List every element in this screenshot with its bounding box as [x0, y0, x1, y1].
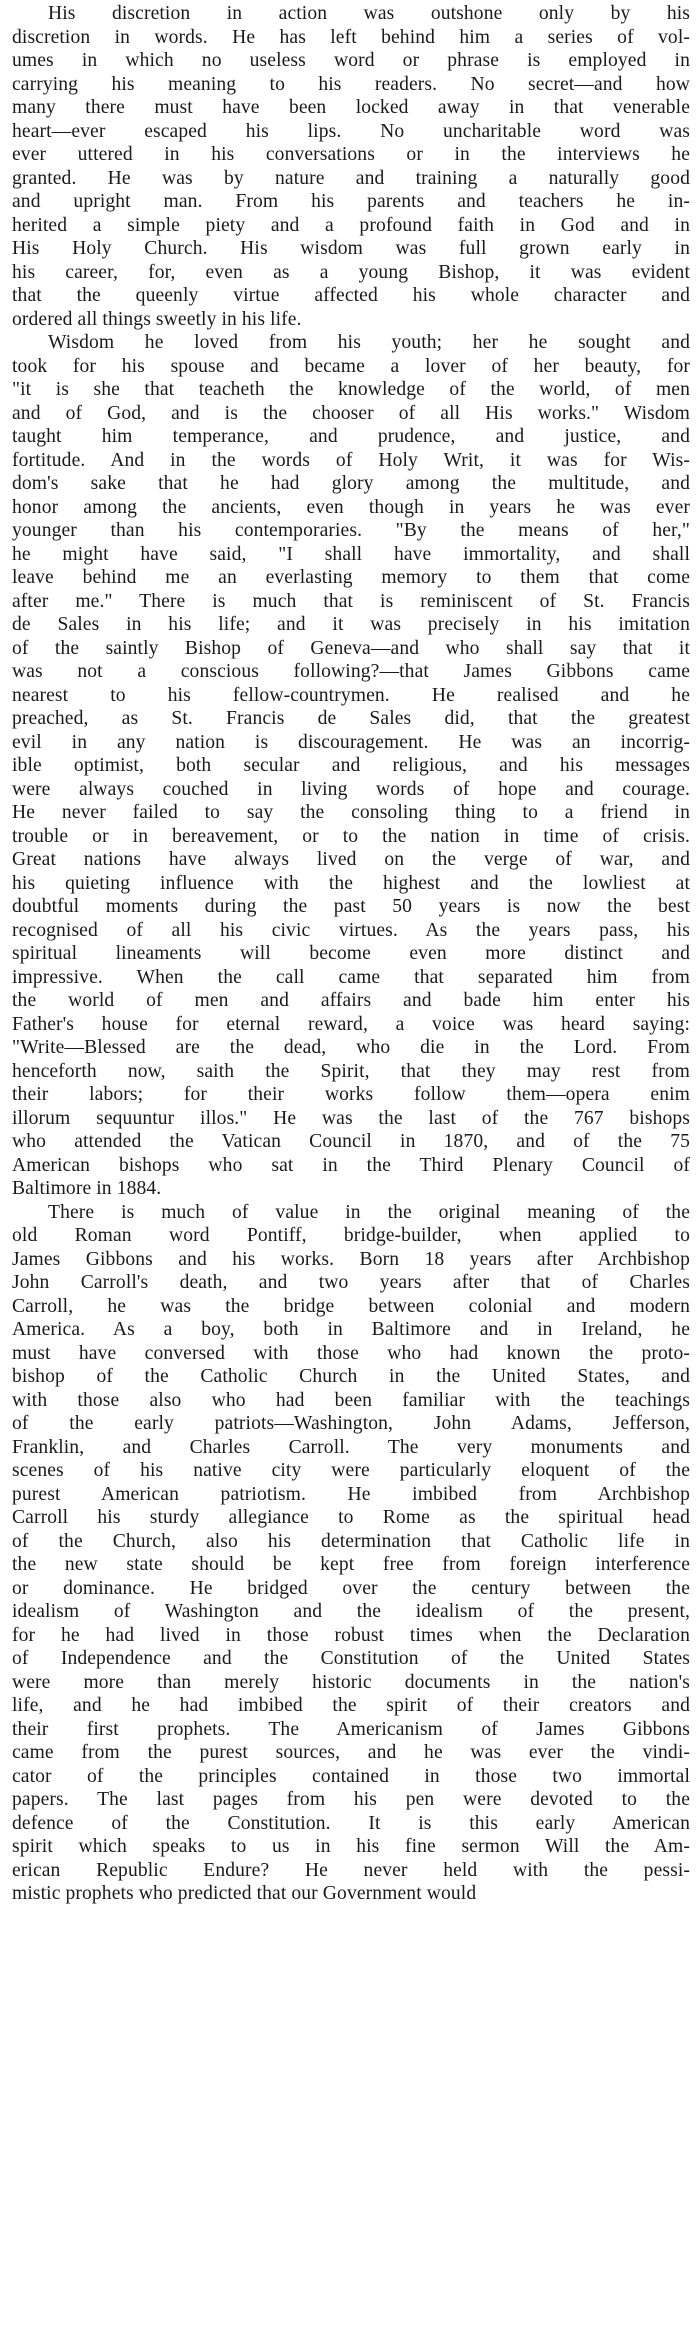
text-line: many there must have been locked away in that venerable	[12, 97, 690, 118]
text-line: or dominance. He bridged over the century between the	[12, 1577, 690, 1599]
text-line: was not a conscious following?—that James Gibbons came	[12, 661, 690, 682]
text-line: He never failed to say the consoling thing to a friend in	[12, 802, 690, 823]
text-line: his quieting influence with the highest and the lowliest at	[12, 872, 690, 894]
text-line: umes in which no useless word or phrase is employed in	[12, 50, 690, 71]
text-line: There is much of value in the original meaning of the	[48, 1201, 690, 1223]
text-line: papers. The last pages from his pen were devoted to the	[12, 1789, 690, 1810]
text-line: erican Republic Endure? He never held with the pessi-	[12, 1859, 690, 1881]
text-line: American bishops who sat in the Third Plenary Council of	[12, 1154, 690, 1176]
text-line: of the early patriots—Washington, John Adams, Jefferson,	[12, 1413, 690, 1434]
text-line: impressive. When the call came that separated him from	[12, 966, 690, 988]
text-line: ible optimist, both secular and religious, and his messages	[12, 755, 690, 776]
text-line: nearest to his fellow-countrymen. He realised and he	[12, 684, 690, 706]
text-line: their labors; for their works follow them—opera enim	[12, 1084, 690, 1105]
text-line: life, and he had imbibed the spirit of their creators and	[12, 1695, 690, 1716]
text-line: younger than his contemporaries. "By the means of her,"	[12, 520, 690, 541]
text-line: idealism of Washington and the idealism of the present,	[12, 1601, 690, 1622]
text-line: cator of the principles contained in those two immortal	[12, 1765, 690, 1787]
text-line: the new state should be kept free from foreign interference	[12, 1554, 690, 1575]
text-line: the world of men and affairs and bade him enter his	[12, 990, 690, 1011]
text-line: henceforth now, saith the Spirit, that they may rest from	[12, 1060, 690, 1082]
text-line: and upright man. From his parents and teachers he in-	[12, 191, 690, 212]
paragraph	[12, 331, 690, 1201]
text-line: after me." There is much that is reminiscent of St. Francis	[12, 590, 690, 612]
text-line: carrying his meaning to his readers. No secret—and how	[12, 73, 690, 95]
text-line: Baltimore in 1884.	[12, 1178, 162, 1199]
text-line: dom's sake that he had glory among the multitude, and	[12, 473, 690, 494]
text-line: mistic prophets who predicted that our Government would	[12, 1883, 477, 1904]
text-line: must have conversed with those who had known the proto-	[12, 1342, 690, 1364]
text-line: discretion in words. He has left behind him a series of vol-	[12, 26, 690, 48]
text-line: spirit which speaks to us in his fine sermon Will the Am-	[12, 1836, 690, 1857]
text-line: that the queenly virtue affected his whole character and	[12, 285, 690, 306]
text-line: bishop of the Catholic Church in the United States, and	[12, 1366, 690, 1387]
text-line: Wisdom he loved from his youth; her he sought and	[48, 332, 690, 353]
text-line: John Carroll's death, and two years after that of Charles	[12, 1272, 690, 1293]
text-line: his career, for, even as a young Bishop, it was evident	[12, 261, 690, 283]
text-line: took for his spouse and became a lover of her beauty, for	[12, 355, 690, 377]
text-line: came from the purest sources, and he was ever the vindi-	[12, 1742, 690, 1763]
text-line: granted. He was by nature and training a naturally good	[12, 167, 690, 189]
text-line: Great nations have always lived on the verge of war, and	[12, 849, 690, 870]
text-line: and of God, and is the chooser of all His works." Wisdom	[12, 402, 690, 424]
text-line: Carroll, he was the bridge between colonial and modern	[12, 1295, 690, 1317]
text-line: recognised of all his civic virtues. As the years pass, his	[12, 919, 690, 941]
text-line: illorum sequuntur illos." He was the last of the 767 bishops	[12, 1107, 690, 1129]
text-line: defence of the Constitution. It is this early American	[12, 1812, 690, 1834]
text-line: "it is she that teacheth the knowledge of the world, of men	[12, 379, 690, 400]
text-line: honor among the ancients, even though in years he was ever	[12, 496, 690, 518]
text-line: of the saintly Bishop of Geneva—and who shall say that it	[12, 637, 690, 659]
text-line: de Sales in his life; and it was precisely in his imitation	[12, 614, 690, 635]
text-line: scenes of his native city were particularly eloquent of the	[12, 1460, 690, 1481]
text-line: were more than merely historic documents in the nation's	[12, 1671, 690, 1693]
text-line: ever uttered in his conversations or in the interviews he	[12, 144, 690, 165]
paragraph	[12, 2, 690, 331]
text-line: of the Church, also his determination that Catholic life in	[12, 1530, 690, 1552]
text-line: for he had lived in those robust times when the Declaration	[12, 1624, 690, 1646]
text-line: preached, as St. Francis de Sales did, that the greatest	[12, 708, 690, 729]
text-line: with those also who had been familiar with the teachings	[12, 1389, 690, 1411]
text-line: Carroll his sturdy allegiance to Rome as the spiritual head	[12, 1507, 690, 1528]
text-line: of Independence and the Constitution of the United States	[12, 1648, 690, 1669]
text-line: taught him temperance, and prudence, and justice, and	[12, 426, 690, 447]
text-line: fortitude. And in the words of Holy Writ, it was for Wis-	[12, 449, 690, 471]
text-line: old Roman word Pontiff, bridge-builder, when applied to	[12, 1225, 690, 1246]
text-line: America. As a boy, both in Baltimore and in Ireland, he	[12, 1319, 690, 1340]
text-line: "Write—Blessed are the dead, who die in the Lord. From	[12, 1037, 690, 1058]
text-line: who attended the Vatican Council in 1870, and of the 75	[12, 1131, 690, 1152]
text-line: trouble or in bereavement, or to the nation in time of crisis.	[12, 825, 690, 847]
text-line: His Holy Church. His wisdom was full grown early in	[12, 238, 690, 259]
text-line: spiritual lineaments will become even more distinct and	[12, 943, 690, 964]
text-line: purest American patriotism. He imbibed from Archbishop	[12, 1483, 690, 1505]
text-line: were always couched in living words of hope and courage.	[12, 778, 690, 800]
text-line: herited a simple piety and a profound faith in God and in	[12, 214, 690, 236]
text-line: evil in any nation is discouragement. He was an incorrig-	[12, 731, 690, 753]
paragraph	[12, 1201, 690, 1906]
text-line: doubtful moments during the past 50 years is now the best	[12, 896, 690, 917]
text-line: James Gibbons and his works. Born 18 years after Archbishop	[12, 1248, 690, 1270]
text-line: ordered all things sweetly in his life.	[12, 308, 302, 330]
text-line: heart—ever escaped his lips. No uncharitable word was	[12, 120, 690, 142]
text-line: Father's house for eternal reward, a voice was heard saying:	[12, 1013, 690, 1035]
text-line: Franklin, and Charles Carroll. The very monuments and	[12, 1436, 690, 1458]
text-line: he might have said, "I shall have immortality, and shall	[12, 543, 690, 565]
text-line: His discretion in action was outshone only by his	[48, 3, 690, 24]
document-body	[12, 2, 690, 1906]
text-line: leave behind me an everlasting memory to them that come	[12, 567, 690, 588]
text-line: their first prophets. The Americanism of James Gibbons	[12, 1718, 690, 1740]
